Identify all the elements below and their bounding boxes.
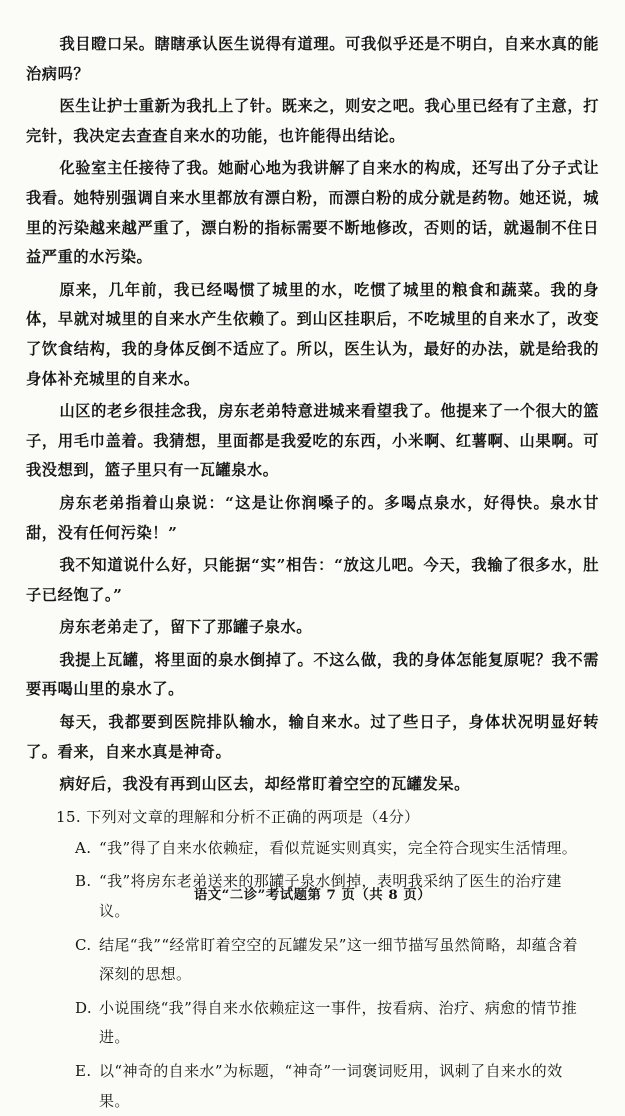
paragraph: 山区的老乡很挂念我，房东老弟特意进城来看望我了。他提来了一个很大的篮子，用毛巾盖着。我猜想，里面都是我爱吃的东西，小米啊、红薯啊、山果啊。可我没想到，篮子里只有一瓦罐泉水。	[26, 402, 599, 480]
option-text: 小说围绕“我”得自来水依赖症这一事件，按看病、治疗、病愈的情节推进。	[99, 998, 578, 1047]
answer-options	[26, 834, 599, 1116]
option-text: 以“神奇的自来水”为标题，“神奇”一词褒词贬用，讽刺了自来水的效果。	[99, 1062, 563, 1110]
page-footer: 语文“二诊”考试题第 7 页（共 8 页）	[193, 887, 432, 903]
option-c	[26, 931, 599, 990]
paragraph: 每天，我都要到医院排队输水，输自来水。过了些日子，身体状况明显好转了。看来，自来水真是神奇。	[26, 713, 599, 761]
paragraph: 医生让护士重新为我扎上了针。既来之，则安之吧。我心里已经有了主意，打完针，我决定去查查自来水的功能，也许能得出结论。	[26, 97, 599, 145]
paragraph: 我目瞪口呆。瞎瞎承认医生说得有道理。可我似乎还是不明白，自来水真的能治病吗？	[26, 35, 599, 83]
option-letter: D.	[75, 998, 93, 1017]
option-text: “我”得了自来水依赖症，看似荒诞实则真实，完全符合现实生活情理。	[99, 838, 578, 857]
option-d	[26, 994, 599, 1053]
option-text: “我”将房东老弟送来的那罐子泉水倒掉，表明我采纳了医生的治疗建议。	[99, 872, 562, 921]
option-text: 结尾“我”“经常盯着空空的瓦罐发呆”这一细节描写虽然简略，却蕴含着深刻的思想。	[99, 935, 578, 984]
option-letter: B.	[75, 872, 92, 891]
option-letter: E.	[75, 1062, 92, 1080]
paragraph: 我提上瓦罐，将里面的泉水倒掉了。不这么做，我的身体怎能复原呢？我不需要再喝山里的泉水了。	[26, 650, 599, 699]
paragraph: 原来，几年前，我已经喝惯了城里的水，吃惯了城里的粮食和蔬菜。我的身体，早就对城里的自来水产生依赖了。到山区挂职后，不吃城里的自来水了，改变了饮食结构，我的身体反倒不适应了。所以，医生认为，最好的办法，就是给我的身体补充城里的自来水。	[26, 280, 599, 388]
question-15	[26, 803, 599, 1116]
paragraph: 我不知道说什么好，只能据“实”相告：“放这儿吧。今天，我输了很多水，肚子已经饱了。”	[26, 556, 599, 604]
option-e	[26, 1057, 599, 1116]
paragraph: 房东老弟走了，留下了那罐子泉水。	[59, 618, 313, 637]
question-stem: 15. 下列对文章的理解和分析不正确的两项是（4分）	[56, 807, 420, 826]
story-text	[26, 30, 599, 800]
option-a	[26, 834, 599, 864]
option-letter: C.	[75, 935, 92, 954]
option-letter: A.	[75, 838, 92, 857]
paragraph: 病好后，我没有再到山区去，却经常盯着空空的瓦罐发呆。	[59, 775, 470, 794]
paragraph: 化验室主任接待了我。她耐心地为我讲解了自来水的构成，还写出了分子式让我看。她特别强调自来水里都放有漂白粉，而漂白粉的成分就是药物。她还说，城里的污染越来越严重了，漂白粉的指标需要不断地修改，否则的话，就遏制不住日益严重的水污染。	[26, 159, 599, 267]
paragraph: 房东老弟指着山泉说：“这是让你润嗓子的。多喝点泉水，好得快。泉水甘甜，没有任何污染！”	[26, 493, 599, 542]
